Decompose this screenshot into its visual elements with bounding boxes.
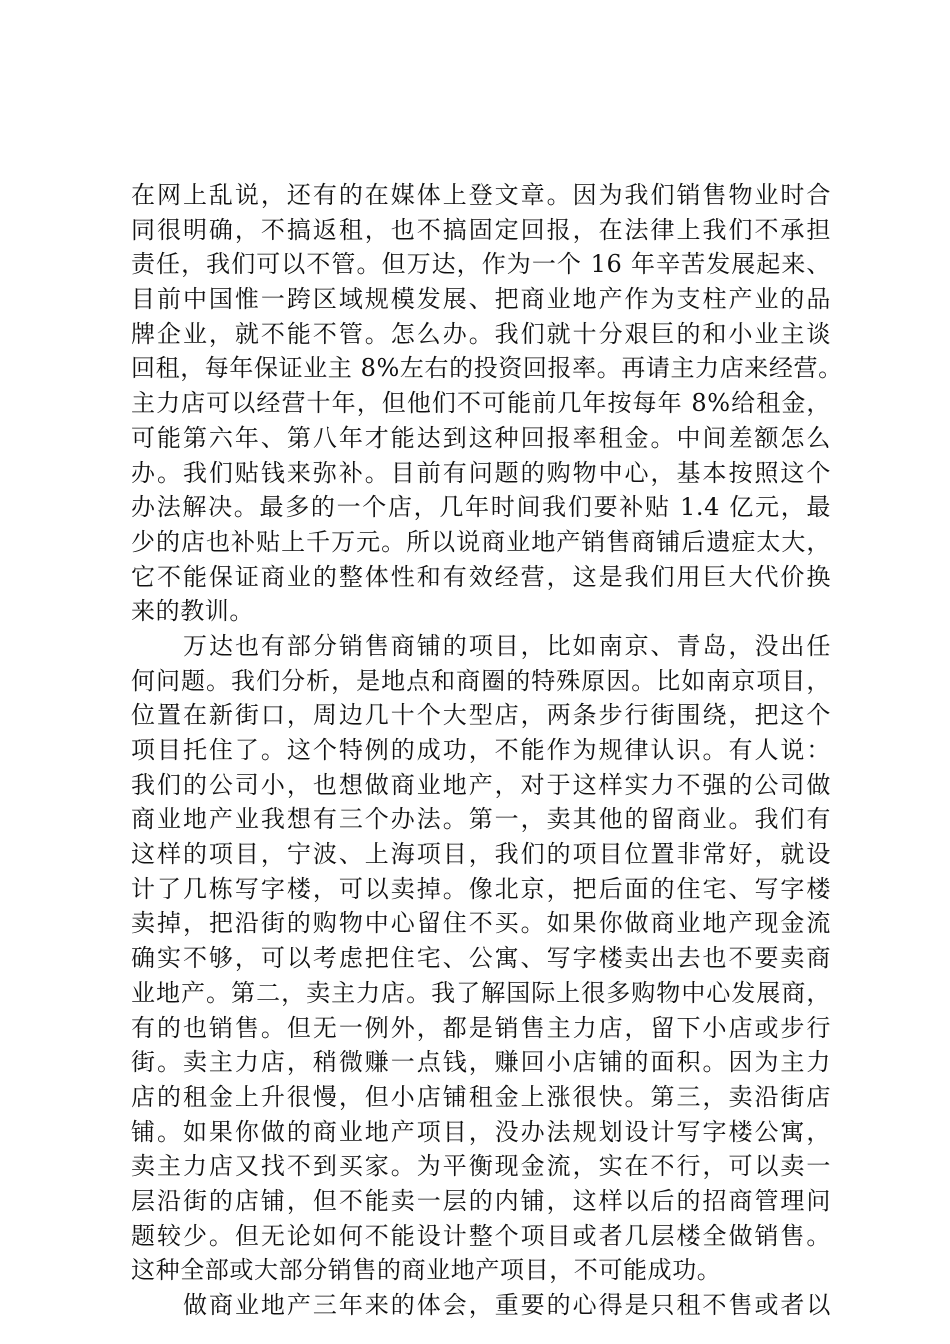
text-line: 可能第六年、第八年才能达到这种回报率租金。中间差额怎么 [131, 423, 831, 452]
text-line: 在网上乱说，还有的在媒体上登文章。因为我们销售物业时合 [131, 181, 831, 209]
document-body [131, 178, 843, 1323]
text-line: 卖掉，把沿街的购物中心留住不买。如果你做商业地产现金流 [131, 909, 831, 938]
text-line: 计了几栋写字楼，可以卖掉。像北京，把后面的住宅、写字楼 [131, 874, 831, 903]
text-line: 这种全部或大部分销售的商业地产项目，不可能成功。 [131, 1256, 722, 1285]
text-line: 做商业地产三年来的体会，重要的心得是只租不售或者以 [183, 1291, 831, 1319]
text-line: 层沿街的店铺，但不能卖一层的内铺，这样以后的招商管理问 [131, 1186, 831, 1215]
text-line: 同很明确，不搞返租，也不搞固定回报，在法律上我们不承担 [131, 215, 831, 244]
text-line: 卖主力店又找不到买家。为平衡现金流，实在不行，可以卖一 [131, 1152, 831, 1181]
text-line: 题较少。但无论如何不能设计整个项目或者几层楼全做销售。 [131, 1221, 831, 1250]
text-line: 少的店也补贴上千万元。所以说商业地产销售商铺后遗症太大， [131, 527, 831, 556]
text-line: 有的也销售。但无一例外，都是销售主力店，留下小店或步行 [131, 1013, 831, 1042]
text-line: 牌企业，就不能不管。怎么办。我们就十分艰巨的和小业主谈 [131, 319, 831, 348]
text-line: 街。卖主力店，稍微赚一点钱，赚回小店铺的面积。因为主力 [131, 1048, 831, 1077]
text-line: 目前中国惟一跨区域规模发展、把商业地产作为支柱产业的品 [131, 285, 831, 314]
text-line: 确实不够，可以考虑把住宅、公寓、写字楼卖出去也不要卖商 [131, 944, 831, 973]
text-line: 责任，我们可以不管。但万达，作为一个 16 年辛苦发展起来、 [131, 250, 831, 279]
text-line: 它不能保证商业的整体性和有效经营，这是我们用巨大代价换 [131, 562, 831, 591]
text-lines [131, 178, 843, 1323]
text-line: 这样的项目，宁波、上海项目，我们的项目位置非常好，就设 [131, 840, 831, 869]
text-line: 主力店可以经营十年，但他们不可能前几年按每年 8%给租金， [131, 389, 831, 418]
text-line: 位置在新街口，周边几十个大型店，两条步行街围绕，把这个 [131, 701, 831, 730]
text-line: 来的教训。 [131, 597, 254, 626]
text-line: 项目托住了。这个特例的成功，不能作为规律认识。有人说： [131, 736, 831, 764]
text-line: 我们的公司小，也想做商业地产，对于这样实力不强的公司做 [131, 770, 831, 799]
text-line: 店的租金上升很慢，但小店铺租金上涨很快。第三，卖沿街店 [131, 1082, 831, 1111]
text-line: 回租，每年保证业主 8%左右的投资回报率。再请主力店来经营。 [131, 354, 843, 383]
text-line: 铺。如果你做的商业地产项目，没办法规划设计写字楼公寓， [131, 1117, 831, 1146]
text-line: 办。我们贴钱来弥补。目前有问题的购物中心，基本按照这个 [131, 458, 831, 487]
text-line: 何问题。我们分析，是地点和商圈的特殊原因。比如南京项目， [131, 666, 831, 695]
text-line: 业地产。第二，卖主力店。我了解国际上很多购物中心发展商， [131, 978, 831, 1007]
text-line: 商业地产业我想有三个办法。第一，卖其他的留商业。我们有 [131, 805, 831, 834]
text-line: 万达也有部分销售商铺的项目，比如南京、青岛，没出任 [183, 631, 831, 660]
text-line: 办法解决。最多的一个店，几年时间我们要补贴 1.4 亿元，最 [131, 493, 831, 522]
